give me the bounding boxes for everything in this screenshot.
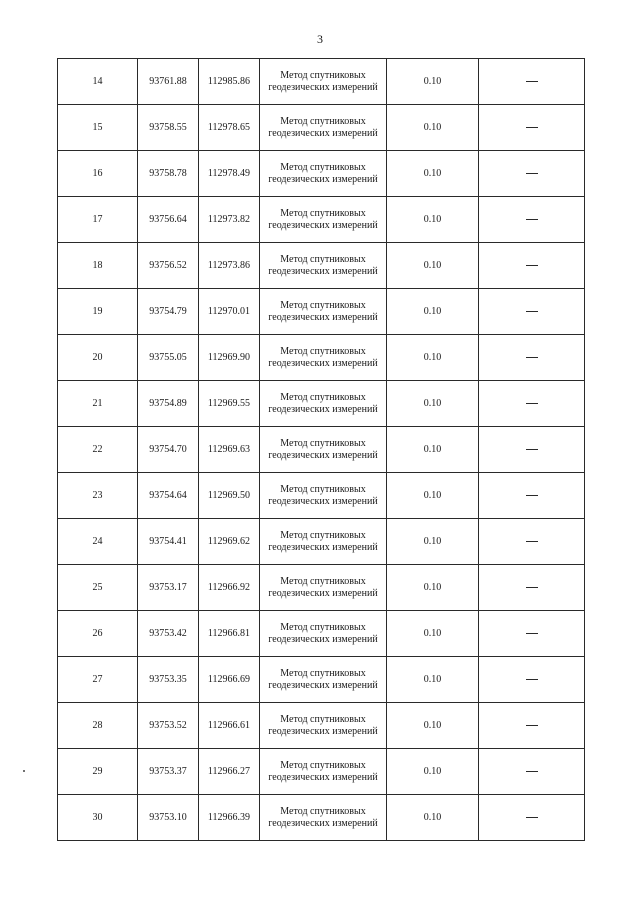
description-cell: [479, 59, 585, 105]
method-line-2: геодезических измерений: [268, 403, 378, 415]
x-coordinate-cell: 93754.79: [138, 289, 199, 335]
method-line-2: геодезических измерений: [268, 679, 378, 691]
dash-mark: [526, 449, 538, 450]
accuracy-cell: 0.10: [387, 657, 479, 703]
y-coordinate-cell: 112985.86: [199, 59, 260, 105]
x-coordinate-cell: 93756.52: [138, 243, 199, 289]
scan-dot-mark: [23, 770, 25, 772]
method-line-2: геодезических измерений: [268, 817, 378, 829]
y-coordinate-cell: 112973.82: [199, 197, 260, 243]
table-row: [58, 105, 585, 151]
y-coordinate-cell: 112966.61: [199, 703, 260, 749]
table-row: [58, 197, 585, 243]
dash-mark: [526, 81, 538, 82]
method-line-2: геодезических измерений: [268, 219, 378, 231]
point-number-cell: 20: [58, 335, 138, 381]
table-row: [58, 795, 585, 841]
x-coordinate-cell: 93758.78: [138, 151, 199, 197]
method-line-1: Метод спутниковых: [280, 161, 366, 173]
dash-mark: [526, 541, 538, 542]
dash-mark: [526, 403, 538, 404]
accuracy-cell: 0.10: [387, 197, 479, 243]
point-number-cell: 15: [58, 105, 138, 151]
point-number-cell: 23: [58, 473, 138, 519]
method-cell: [260, 151, 387, 197]
y-coordinate-cell: 112969.55: [199, 381, 260, 427]
method-cell: [260, 703, 387, 749]
dash-mark: [526, 633, 538, 634]
description-cell: [479, 381, 585, 427]
point-number-cell: 28: [58, 703, 138, 749]
y-coordinate-cell: 112978.49: [199, 151, 260, 197]
accuracy-cell: 0.10: [387, 703, 479, 749]
table-row: [58, 611, 585, 657]
description-cell: [479, 565, 585, 611]
point-number-cell: 21: [58, 381, 138, 427]
method-line-2: геодезических измерений: [268, 725, 378, 737]
accuracy-cell: 0.10: [387, 427, 479, 473]
y-coordinate-cell: 112966.27: [199, 749, 260, 795]
method-cell: [260, 565, 387, 611]
method-cell: [260, 381, 387, 427]
method-cell: [260, 519, 387, 565]
method-cell: [260, 611, 387, 657]
method-line-1: Метод спутниковых: [280, 253, 366, 265]
x-coordinate-cell: 93753.17: [138, 565, 199, 611]
point-number-cell: 24: [58, 519, 138, 565]
point-number-cell: 30: [58, 795, 138, 841]
description-cell: [479, 335, 585, 381]
method-cell: [260, 749, 387, 795]
x-coordinate-cell: 93755.05: [138, 335, 199, 381]
x-coordinate-cell: 93754.89: [138, 381, 199, 427]
x-coordinate-cell: 93754.41: [138, 519, 199, 565]
method-cell: [260, 289, 387, 335]
method-line-1: Метод спутниковых: [280, 575, 366, 587]
method-line-1: Метод спутниковых: [280, 667, 366, 679]
x-coordinate-cell: 93761.88: [138, 59, 199, 105]
accuracy-cell: 0.10: [387, 243, 479, 289]
accuracy-cell: 0.10: [387, 473, 479, 519]
method-line-1: Метод спутниковых: [280, 437, 366, 449]
y-coordinate-cell: 112969.62: [199, 519, 260, 565]
accuracy-cell: 0.10: [387, 105, 479, 151]
accuracy-cell: 0.10: [387, 565, 479, 611]
method-line-1: Метод спутниковых: [280, 207, 366, 219]
description-cell: [479, 151, 585, 197]
method-cell: [260, 657, 387, 703]
y-coordinate-cell: 112966.39: [199, 795, 260, 841]
method-line-2: геодезических измерений: [268, 495, 378, 507]
dash-mark: [526, 679, 538, 680]
dash-mark: [526, 725, 538, 726]
y-coordinate-cell: 112969.63: [199, 427, 260, 473]
method-line-1: Метод спутниковых: [280, 69, 366, 81]
x-coordinate-cell: 93753.10: [138, 795, 199, 841]
method-line-2: геодезических измерений: [268, 541, 378, 553]
description-cell: [479, 749, 585, 795]
x-coordinate-cell: 93753.42: [138, 611, 199, 657]
method-line-2: геодезических измерений: [268, 127, 378, 139]
method-line-1: Метод спутниковых: [280, 805, 366, 817]
dash-mark: [526, 495, 538, 496]
method-line-2: геодезических измерений: [268, 81, 378, 93]
dash-mark: [526, 771, 538, 772]
method-line-1: Метод спутниковых: [280, 391, 366, 403]
accuracy-cell: 0.10: [387, 795, 479, 841]
description-cell: [479, 703, 585, 749]
table-row: [58, 749, 585, 795]
accuracy-cell: 0.10: [387, 335, 479, 381]
description-cell: [479, 795, 585, 841]
point-number-cell: 29: [58, 749, 138, 795]
x-coordinate-cell: 93756.64: [138, 197, 199, 243]
method-line-1: Метод спутниковых: [280, 713, 366, 725]
table-row: [58, 427, 585, 473]
method-line-2: геодезических измерений: [268, 265, 378, 277]
method-line-2: геодезических измерений: [268, 311, 378, 323]
y-coordinate-cell: 112978.65: [199, 105, 260, 151]
dash-mark: [526, 173, 538, 174]
description-cell: [479, 473, 585, 519]
y-coordinate-cell: 112966.81: [199, 611, 260, 657]
method-line-2: геодезических измерений: [268, 173, 378, 185]
description-cell: [479, 289, 585, 335]
y-coordinate-cell: 112970.01: [199, 289, 260, 335]
dash-mark: [526, 311, 538, 312]
table-row: [58, 473, 585, 519]
dash-mark: [526, 587, 538, 588]
description-cell: [479, 197, 585, 243]
y-coordinate-cell: 112966.69: [199, 657, 260, 703]
x-coordinate-cell: 93753.37: [138, 749, 199, 795]
dash-mark: [526, 127, 538, 128]
table-row: [58, 519, 585, 565]
table-row: [58, 565, 585, 611]
method-line-1: Метод спутниковых: [280, 345, 366, 357]
method-cell: [260, 197, 387, 243]
table-row: [58, 381, 585, 427]
point-number-cell: 26: [58, 611, 138, 657]
accuracy-cell: 0.10: [387, 611, 479, 657]
description-cell: [479, 519, 585, 565]
y-coordinate-cell: 112969.90: [199, 335, 260, 381]
y-coordinate-cell: 112969.50: [199, 473, 260, 519]
method-line-2: геодезических измерений: [268, 587, 378, 599]
x-coordinate-cell: 93753.52: [138, 703, 199, 749]
method-line-2: геодезических измерений: [268, 771, 378, 783]
y-coordinate-cell: 112973.86: [199, 243, 260, 289]
method-line-1: Метод спутниковых: [280, 299, 366, 311]
point-number-cell: 27: [58, 657, 138, 703]
method-cell: [260, 427, 387, 473]
method-line-2: геодезических измерений: [268, 449, 378, 461]
method-line-1: Метод спутниковых: [280, 529, 366, 541]
dash-mark: [526, 219, 538, 220]
method-cell: [260, 335, 387, 381]
x-coordinate-cell: 93758.55: [138, 105, 199, 151]
page-number: 3: [317, 32, 323, 46]
table-row: [58, 151, 585, 197]
table-row: [58, 657, 585, 703]
description-cell: [479, 611, 585, 657]
description-cell: [479, 105, 585, 151]
dash-mark: [526, 265, 538, 266]
method-cell: [260, 105, 387, 151]
table-row: [58, 243, 585, 289]
method-line-1: Метод спутниковых: [280, 621, 366, 633]
point-number-cell: 16: [58, 151, 138, 197]
coordinates-table-body: [58, 59, 585, 841]
table-row: [58, 703, 585, 749]
method-line-2: геодезических измерений: [268, 633, 378, 645]
point-number-cell: 14: [58, 59, 138, 105]
dash-mark: [526, 357, 538, 358]
table-row: [58, 59, 585, 105]
description-cell: [479, 243, 585, 289]
coordinates-table: [57, 58, 585, 841]
method-line-1: Метод спутниковых: [280, 483, 366, 495]
accuracy-cell: 0.10: [387, 59, 479, 105]
table-row: [58, 335, 585, 381]
method-line-1: Метод спутниковых: [280, 115, 366, 127]
point-number-cell: 18: [58, 243, 138, 289]
description-cell: [479, 657, 585, 703]
x-coordinate-cell: 93754.70: [138, 427, 199, 473]
point-number-cell: 17: [58, 197, 138, 243]
description-cell: [479, 427, 585, 473]
dash-mark: [526, 817, 538, 818]
method-cell: [260, 795, 387, 841]
accuracy-cell: 0.10: [387, 289, 479, 335]
table-row: [58, 289, 585, 335]
method-line-1: Метод спутниковых: [280, 759, 366, 771]
accuracy-cell: 0.10: [387, 151, 479, 197]
method-cell: [260, 473, 387, 519]
y-coordinate-cell: 112966.92: [199, 565, 260, 611]
accuracy-cell: 0.10: [387, 381, 479, 427]
point-number-cell: 19: [58, 289, 138, 335]
point-number-cell: 22: [58, 427, 138, 473]
method-line-2: геодезических измерений: [268, 357, 378, 369]
method-cell: [260, 243, 387, 289]
x-coordinate-cell: 93753.35: [138, 657, 199, 703]
accuracy-cell: 0.10: [387, 749, 479, 795]
point-number-cell: 25: [58, 565, 138, 611]
accuracy-cell: 0.10: [387, 519, 479, 565]
method-cell: [260, 59, 387, 105]
x-coordinate-cell: 93754.64: [138, 473, 199, 519]
